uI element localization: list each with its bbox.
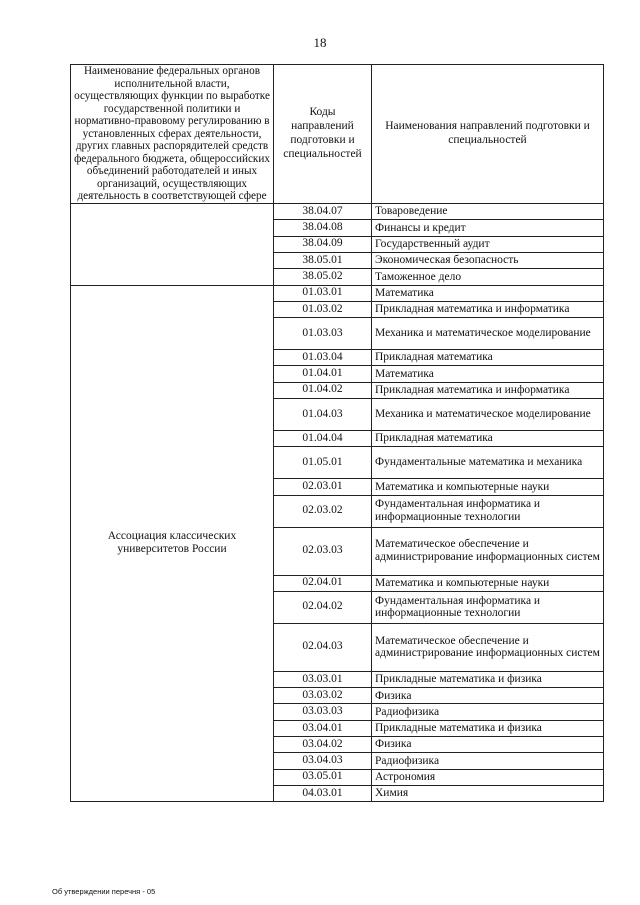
code-cell: 01.04.04	[274, 430, 372, 446]
direction-name-cell: Физика	[372, 737, 604, 753]
direction-name-cell: Фундаментальные математика и механика	[372, 447, 604, 479]
direction-name-cell: Прикладная математика и информатика	[372, 382, 604, 398]
code-cell: 38.04.07	[274, 204, 372, 220]
code-cell: 03.04.02	[274, 737, 372, 753]
direction-name-cell: Астрономия	[372, 769, 604, 785]
code-cell: 01.03.02	[274, 301, 372, 317]
direction-name-cell: Государственный аудит	[372, 236, 604, 252]
direction-name-cell: Прикладные математика и физика	[372, 720, 604, 736]
footer-note: Об утверждении перечня - 05	[52, 887, 156, 896]
table-row	[71, 285, 604, 301]
code-cell: 02.03.01	[274, 479, 372, 495]
direction-name-cell: Прикладная математика	[372, 350, 604, 366]
directions-table	[70, 64, 604, 802]
direction-name-cell: Прикладная математика и информатика	[372, 301, 604, 317]
code-cell: 01.04.02	[274, 382, 372, 398]
direction-name-cell: Таможенное дело	[372, 269, 604, 285]
code-cell: 38.04.09	[274, 236, 372, 252]
code-cell: 38.05.02	[274, 269, 372, 285]
code-cell: 03.04.03	[274, 753, 372, 769]
code-cell: 02.04.01	[274, 575, 372, 591]
code-cell: 03.03.02	[274, 688, 372, 704]
direction-name-cell: Фундаментальная информатика и информационные технологии	[372, 591, 604, 623]
direction-name-cell: Финансы и кредит	[372, 220, 604, 236]
page-number: 18	[313, 35, 327, 50]
code-cell: 03.04.01	[274, 720, 372, 736]
direction-name-cell: Прикладные математика и физика	[372, 671, 604, 687]
direction-name-cell: Фундаментальная информатика и информационные технологии	[372, 495, 604, 527]
code-cell: 01.03.01	[274, 285, 372, 301]
direction-name-cell: Математика и компьютерные науки	[372, 479, 604, 495]
code-cell: 38.05.01	[274, 252, 372, 268]
table-body	[71, 204, 604, 802]
header-organizations: Наименование федеральных органов исполнительной власти, осуществляющих функции по выработке государственной политики и нормативно-правовому регулированию в установленных сферах деятельности, других главных распорядителей средств федерального бюджета, общероссийских объединений работодателей и иных организаций, осуществляющих деятельность в соответствующей сфере	[71, 65, 274, 204]
table-row	[71, 204, 604, 220]
direction-name-cell: Прикладная математика	[372, 430, 604, 446]
direction-name-cell: Математика и компьютерные науки	[372, 575, 604, 591]
code-cell: 01.05.01	[274, 447, 372, 479]
direction-name-cell: Математика	[372, 285, 604, 301]
direction-name-cell: Физика	[372, 688, 604, 704]
code-cell: 01.04.03	[274, 398, 372, 430]
direction-name-cell: Математика	[372, 366, 604, 382]
direction-name-cell: Товароведение	[372, 204, 604, 220]
direction-name-cell: Математическое обеспечение и администрирование информационных систем	[372, 527, 604, 575]
code-cell: 02.04.02	[274, 591, 372, 623]
code-cell: 01.04.01	[274, 366, 372, 382]
direction-name-cell: Радиофизика	[372, 704, 604, 720]
code-cell: 01.03.03	[274, 318, 372, 350]
code-cell: 02.03.03	[274, 527, 372, 575]
code-cell: 04.03.01	[274, 785, 372, 801]
organization-cell: Ассоциация классических университетов России	[71, 285, 274, 802]
code-cell: 03.03.03	[274, 704, 372, 720]
code-cell: 01.03.04	[274, 350, 372, 366]
direction-name-cell: Экономическая безопасность	[372, 252, 604, 268]
header-codes: Коды направлений подготовки и специальностей	[274, 65, 372, 204]
code-cell: 38.04.08	[274, 220, 372, 236]
direction-name-cell: Радиофизика	[372, 753, 604, 769]
code-cell: 02.04.03	[274, 623, 372, 671]
header-names: Наименования направлений подготовки и специальностей	[372, 65, 604, 204]
table-header-row	[71, 65, 604, 204]
code-cell: 03.05.01	[274, 769, 372, 785]
direction-name-cell: Химия	[372, 785, 604, 801]
direction-name-cell: Механика и математическое моделирование	[372, 398, 604, 430]
code-cell: 03.03.01	[274, 671, 372, 687]
code-cell: 02.03.02	[274, 495, 372, 527]
organization-cell	[71, 204, 274, 285]
direction-name-cell: Механика и математическое моделирование	[372, 318, 604, 350]
direction-name-cell: Математическое обеспечение и администрирование информационных систем	[372, 623, 604, 671]
